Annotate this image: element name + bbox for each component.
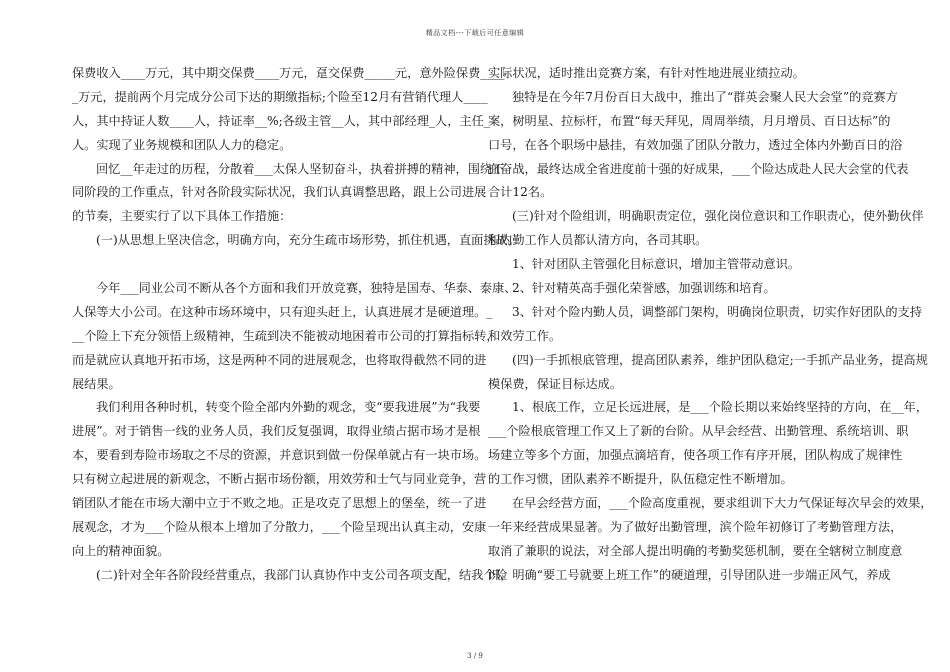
text-line: 取消了兼职的说法，对全部人提出明确的考勤奖惩机制，要在全辖树立制度意 [488,543,903,558]
text-line: 展观念，才为___个险从根本上增加了分散力，___个险呈现出认真主动，安康 [72,519,487,534]
text-line: 和内勤工作人员都认清方向，各司其职。 [488,233,708,248]
text-line: 回忆__年走过的历程，分散着___太保人坚韧奋斗，执着拼搏的精神，围绕不 [96,161,505,176]
text-line: _万元，提前两个月完成分公司下达的期缴指标;个险至12月有营销代理人____ [72,89,488,104]
text-line: 人。实现了业务规模和团队人力的稳定。 [72,137,292,152]
left-column [72,62,520,588]
text-line: 的工作习惯，团队素养不断提升，队伍稳定性不断增加。 [488,472,793,487]
text-line: 2、针对精英高手强化荣誉感，加强训练和培育。 [512,281,776,296]
text-line: 口号，在各个职场中悬挂，有效加强了团队分散力，透过全体内外勤百日的浴 [488,137,903,152]
text-line: __个险上下充分领悟上级精神，生疏到决不能被动地困着市公司的打算指标转， [72,328,499,343]
text-line: (三)针对个险组训，明确职责定位，强化岗位意识和工作职责心，使外勤伙伴 [512,209,924,224]
text-line: 而是就应认真地开拓市场，这是两种不同的进展观念，也将取得截然不同的进 [72,352,487,367]
text-line: 案，树明星、拉标杆，布置“每天拜见，周周举绩，月月增员、百日达标”的 [488,113,891,128]
text-line: 和效劳工作。 [488,328,562,343]
text-line: 识，明确“要工号就要上班工作”的硬道理，引导团队进一步端正风气，养成 [488,567,891,582]
right-column [488,62,933,588]
text-line: 模保费，保证目标达成。 [488,376,623,391]
text-line: 同阶段的工作重点，针对各阶段实际状况，我们认真调整思路，跟上公司进展 [72,185,487,200]
text-line: 场建立等多个方面，加强点滴培育，使各项工作有序开展，团队构成了规律性 [488,448,903,463]
text-line: 本，要看到寿险市场取之不尽的资源，并意识到做一份保单就占有一块市场。 [72,448,487,463]
text-line: 独特是在今年7月份百日大战中，推出了“群英会聚人民大会堂”的竞赛方 [512,89,898,104]
page-number: 3 / 9 [467,652,483,660]
text-line: 展结果。 [72,376,121,391]
text-line [72,253,462,277]
text-line: 人保等大小公司。在这种市场环境中，只有迎头赶上，认真进展才是硬道理。_ [72,304,493,319]
text-line: (四)一手抓根底管理，提高团队素养，维护团队稳定;一手抓产品业务，提高规 [512,352,928,367]
text-line: 进展”。对于销售一线的业务人员，我们反复强调，取得业绩占据市场才是根 [72,424,481,439]
text-line: 血奋战，最终达成全省进度前十强的好成果，___个险达成赴人民大会堂的代表 [488,161,909,176]
text-line: 人，其中持证人数____人，持证率__%;各级主管__人，其中部经理_人，主任_ [72,113,490,128]
text-line: (二)针对全年各阶段经营重点，我部门认真协作中支公司各项支配，结我个险 [96,567,508,582]
text-line: 一年来经营成果显著。为了做好出勤管理，滨个险年初修订了考勤管理方法， [488,519,903,534]
text-line: 实际状况，适时推出竞赛方案，有针对性地进展业绩拉动。 [488,66,805,80]
text-line: 向上的精神面貌。 [72,543,170,558]
text-line: (一)从思想上坚决信念，明确方向，充分生疏市场形势，抓住机遇，直面挑战。 [96,233,520,248]
text-line: 3、针对个险内勤人员，调整部门架构，明确岗位职责，切实作好团队的支持 [512,304,922,319]
text-line: 今年___同业公司不断从各个方面和我们开放竞赛，独特是国寿、华泰、泰康、 [96,281,517,296]
text-line: 在早会经营方面，___个险高度重视，要求组训下大力气保证每次早会的效果， [512,496,933,511]
text-line: 销团队才能在市场大潮中立于不败之地。正是攻克了思想上的堡垒，统一了进 [72,496,487,511]
text-line: ___个险根底管理工作又上了新的台阶。从早会经营、出勤管理、系统培训、职 [488,424,909,439]
text-line: 的节奏，主要实行了以下具体工作措施： [72,209,292,224]
text-line: 合计12名。 [488,185,553,200]
text-line: 我们利用各种时机，转变个险全部内外勤的观念，变“要我进展”为“我要 [96,400,481,415]
text-line: 只有树立起进展的新观念，不断占据市场份额，用效劳和士气与同业竞争，营 [72,472,487,487]
page-header: 精品文档---下载后可任意编辑 [425,29,525,37]
text-line: 1、针对团队主管强化目标意识，增加主管带动意识。 [512,257,801,272]
text-line: 1、根底工作，立足长远进展，是___个险长期以来始终坚持的方向，在__年， [512,400,929,415]
text-line: 保费收入____万元，其中期交保费____万元，趸交保费_____元，意外险保费____ [72,66,505,80]
